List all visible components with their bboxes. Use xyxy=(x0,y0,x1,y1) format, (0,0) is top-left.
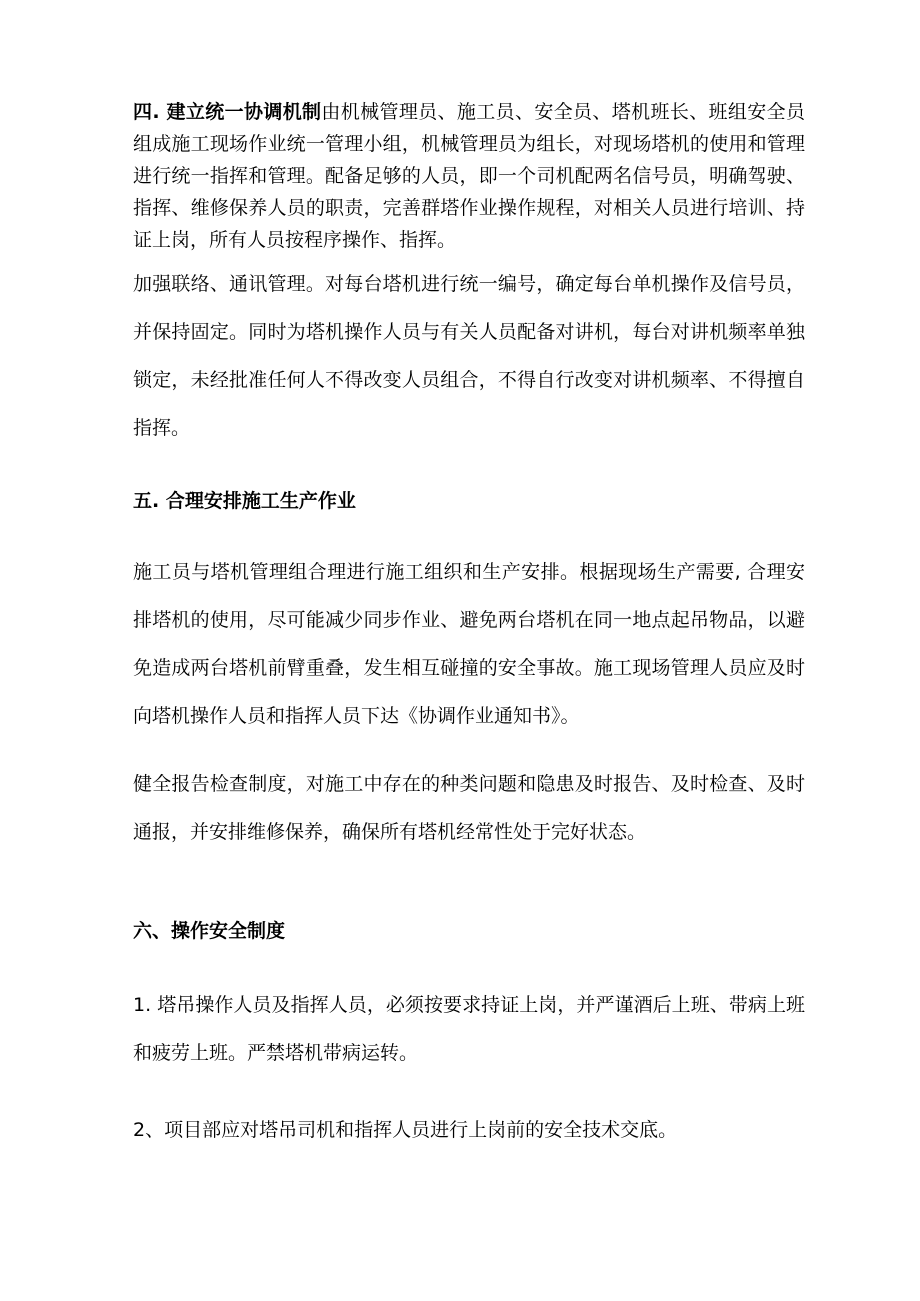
section-4-heading: 四. 建立统一协调机制 xyxy=(133,101,322,123)
section-4-text: 由机械管理员、施工员、安全员、塔机班长、班组安全员组成施工现场作业统一管理小组，机械管理员为组长，对现场塔机的使用和管理进行统一指挥和管理。配备足够的人员，即一个司机配两名信号员，明确驾驶、指挥、维修保养人员的职责，完善群塔作业操作规程，对相关人员进行培训、持证上岗，所有人员按程序操作、指挥。 xyxy=(133,101,805,251)
section-6-heading: 六、操作安全制度 xyxy=(133,920,286,942)
section-4-paragraph-1 xyxy=(133,96,805,256)
section-5-paragraph-1: 施工员与塔机管理组合理进行施工组织和生产安排。根据现场生产需要, 合理安排塔机的使用，尽可能减少同步作业、避免两台塔机在同一地点起吊物品，以避免造成两台塔机前臂重叠，发生相互碰撞的安全事故。施工现场管理人员应及时向塔机操作人员和指挥人员下达《协调作业通知书》。 xyxy=(133,561,805,727)
section-5-heading: 五. 合理安排施工生产作业 xyxy=(133,490,356,512)
section-6-item-1: 1. 塔吊操作人员及指挥人员，必须按要求持证上岗，并严谨酒后上班、带病上班和疲劳上班。严禁塔机带病运转。 xyxy=(133,994,805,1064)
section-5-paragraph-2: 健全报告检查制度，对施工中存在的种类问题和隐患及时报告、及时检查、及时通报，并安排维修保养，确保所有塔机经常性处于完好状态。 xyxy=(133,773,805,843)
section-6-item-2: 2、项目部应对塔吊司机和指挥人员进行上岗前的安全技术交底。 xyxy=(133,1119,678,1141)
section-4-paragraph-2: 加强联络、通讯管理。对每台塔机进行统一编号，确定每台单机操作及信号员，并保持固定。同时为塔机操作人员与有关人员配备对讲机，每台对讲机频率单独锁定，未经批准任何人不得改变人员组合，不得自行改变对讲机频率、不得擅自指挥。 xyxy=(133,273,805,439)
